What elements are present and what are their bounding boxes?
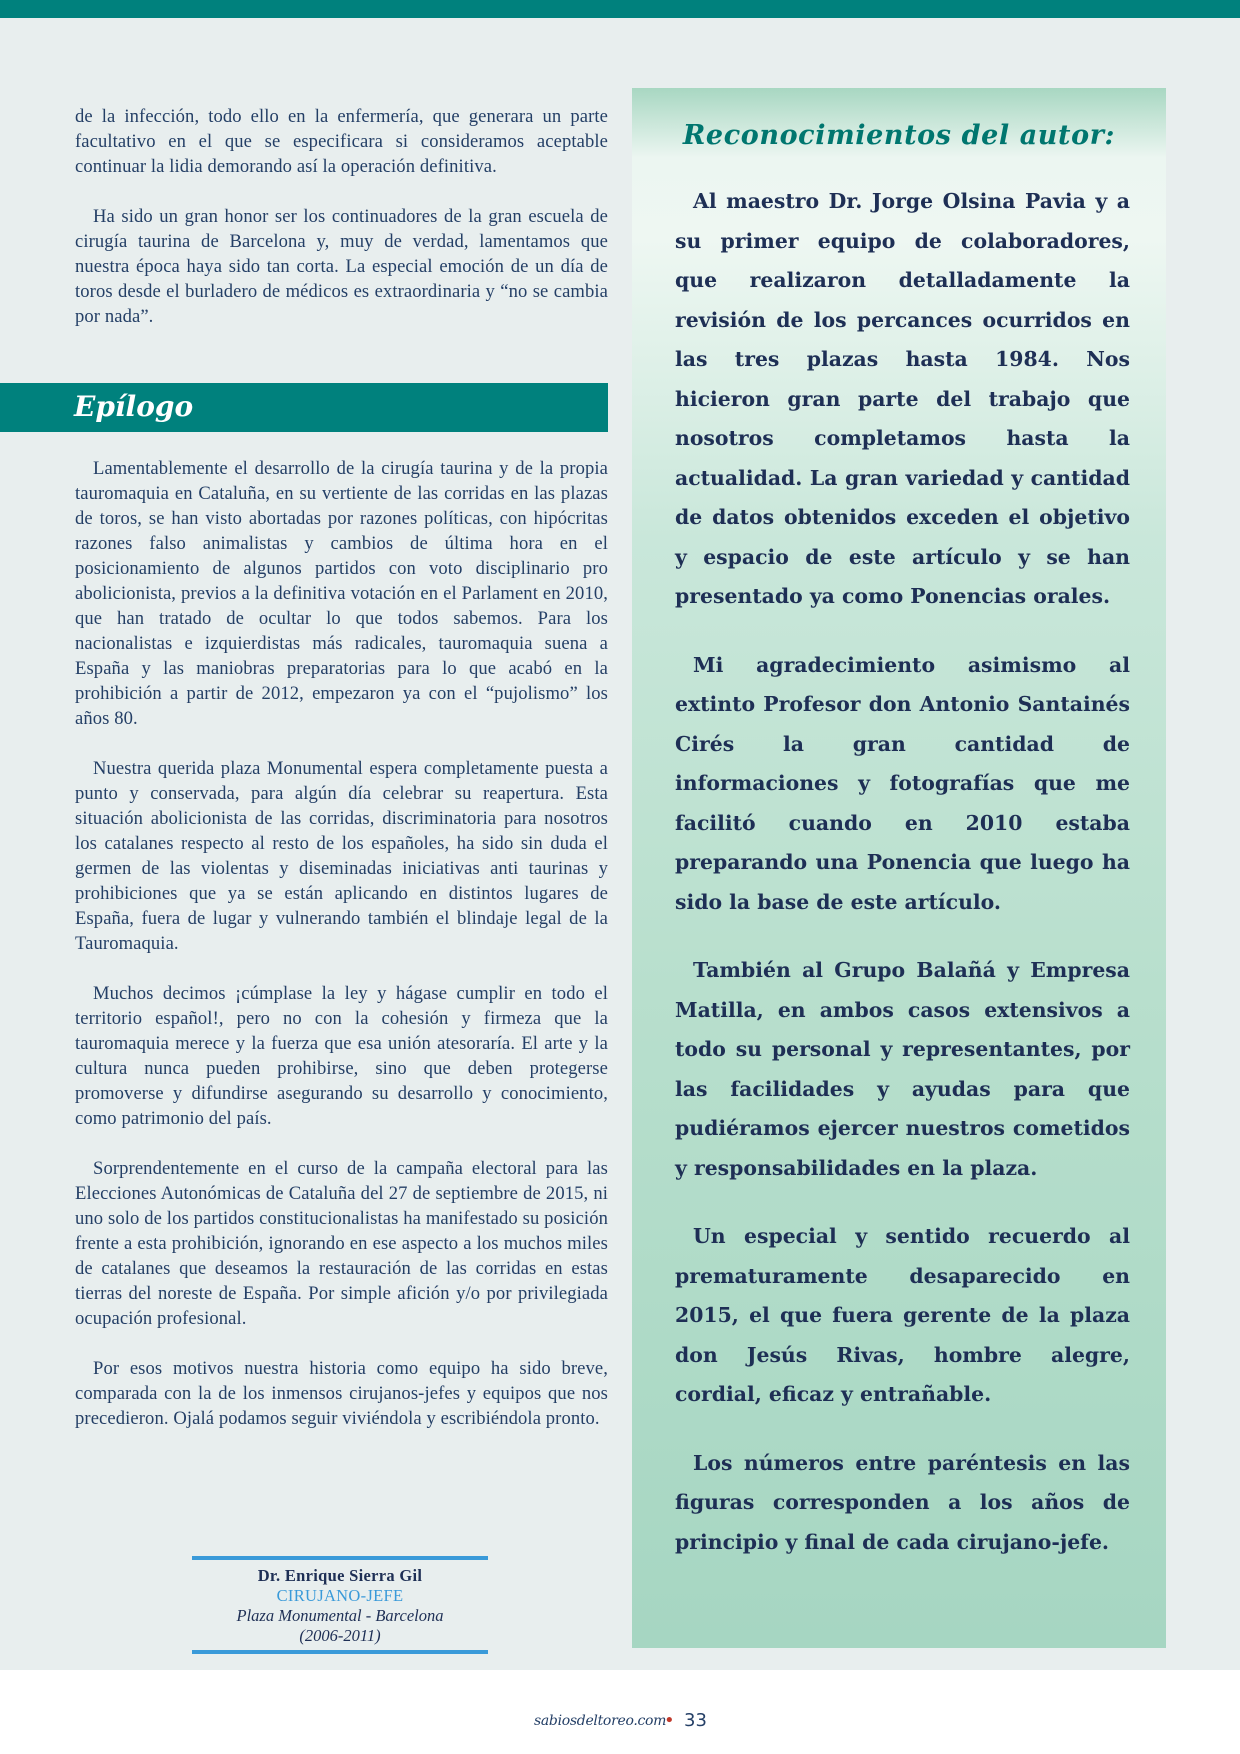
body-paragraph: Por esos motivos nuestra historia como equipo ha sido breve, comparada con la de los inmensos cirujanos-jefes y equipos que nos precedieron. Ojalá podamos seguir viviéndola y escribiéndola pronto. <box>75 1358 608 1429</box>
body-paragraph: Lamentablemente el desarrollo de la cirugía taurina y de la propia tauromaquia en Cataluña, en su vertiente de las corridas en las plazas de toros, se han visto abortadas por razones políticas, con hipócritas razones falso animalistas y cambios de última hora en el posicionamiento de algunos partidos con voto disciplinario pro abolicionista, previos a la definitiva votación en el Parlament en 2010, que han tratado de ocultar lo que todos sabemos. Para los nacionalistas e izquierdistas más radicales, tauromaquia suena a España y las maniobras preparatorias para lo que acabó en la prohibición a partir de 2012, empezaron ya con el “pujolismo” los años 80. <box>75 458 608 729</box>
acknowledgement-paragraph: Un especial y sentido recuerdo al prematuramente desaparecido en 2015, el que fuera gerente de la plaza don Jesús Rivas, hombre alegre, cordial, eficaz y entrañable. <box>675 1224 1130 1406</box>
acknowledgement-paragraph: Los números entre paréntesis en las figuras corresponden a los años de principio y final de cada cirujano-jefe. <box>675 1450 1130 1554</box>
section-title-epilogo: Epílogo <box>74 390 194 423</box>
acknowledgement-paragraph: Al maestro Dr. Jorge Olsina Pavia y a su primer equipo de colaboradores, que realizaron detalladamente la revisión de los percances ocurridos en las tres plazas hasta 1984. Nos hicieron gran parte del trabajo que nosotros completamos hasta la actualidad. La gran variedad y cantidad de datos obtenidos exceden el objetivo y espacio de este artículo y se han presentado ya como Ponencias orales. <box>675 189 1130 608</box>
body-paragraph: de la infección, todo ello en la enfermería, que generara un parte facultativo en el que se especificara si consideramos aceptable continuar la lidia demorando así la operación definitiva. <box>75 106 608 177</box>
acknowledgements-title: Reconocimientos del autor: <box>682 120 1116 151</box>
acknowledgement-paragraph: Mi agradecimiento asimismo al extinto Profesor don Antonio Santainés Cirés la gran cantidad de informaciones y fotografías que me facilitó cuando en 2010 estaba preparando una Ponencia que luego ha sido la base de este artículo. <box>675 652 1130 914</box>
left-column-upper <box>75 104 608 354</box>
signature-name: Dr. Enrique Sierra Gil <box>257 1566 423 1585</box>
acknowledgement-paragraph: También al Grupo Balañá y Empresa Matilla, en ambos casos extensivos a todo su personal y representantes, por las facilidades y ayudas para que pudiéramos ejercer nuestros cometidos y responsabilidades en la plaza. <box>675 958 1130 1180</box>
footer-site-name: sabiosdeltoreo.com <box>534 1713 667 1729</box>
acknowledgements-text <box>675 182 1130 1591</box>
body-paragraph: Ha sido un gran honor ser los continuadores de la gran escuela de cirugía taurina de Barcelona y, muy de verdad, lamentamos que nuestra época haya sido tan corta. La especial emoción de un día de toros desde el burladero de médicos es extraordinaria y “no se cambia por nada”. <box>75 206 608 327</box>
signature-role: CIRUJANO-JEFE <box>276 1586 404 1605</box>
signature-place: Plaza Monumental - Barcelona <box>236 1606 444 1625</box>
page-footer <box>534 1707 754 1737</box>
body-paragraph: Muchos decimos ¡cúmplase la ley y hágase cumplir en todo el territorio español!, pero no con la cohesión y firmeza que la tauromaquia merece y la fuerza que esa unión atesoraría. El arte y la cultura nunca pueden prohibirse, sino que deben protegerse promoverse y difundirse asegurando su desarrollo y conocimiento, como patrimonio del país. <box>75 983 608 1129</box>
page-number: 33 <box>684 1710 707 1731</box>
body-paragraph: Sorprendentemente en el curso de la campaña electoral para las Elecciones Autonómicas de Cataluña del 27 de septiembre de 2015, ni uno solo de los partidos constitucionalistas ha manifestado su posición frente a esta prohibición, ignorando en ese aspecto a los muchos miles de catalanes que deseamos la restauración de las corridas en estas tierras del noreste de España. Por simple afición y/o por privilegiada ocupación profesional. <box>75 1158 608 1329</box>
author-signature <box>192 1556 488 1654</box>
footer-bullet: • <box>664 1710 675 1731</box>
top-color-band <box>0 0 1240 18</box>
body-paragraph: Nuestra querida plaza Monumental espera completamente puesta a punto y conservada, para algún día celebrar su reapertura. Esta situación abolicionista de las corridas, discriminatoria para nosotros los catalanes respecto al resto de los españoles, ha sido sin duda el germen de las violentas y diseminadas iniciativas anti taurinas y prohibiciones que ya se están aplicando en distintos lugares de España, fuera de lugar y vulnerando también el blindaje legal de la Tauromaquia. <box>75 758 608 954</box>
signature-years: (2006-2011) <box>299 1626 381 1645</box>
left-column-lower <box>75 456 608 1456</box>
